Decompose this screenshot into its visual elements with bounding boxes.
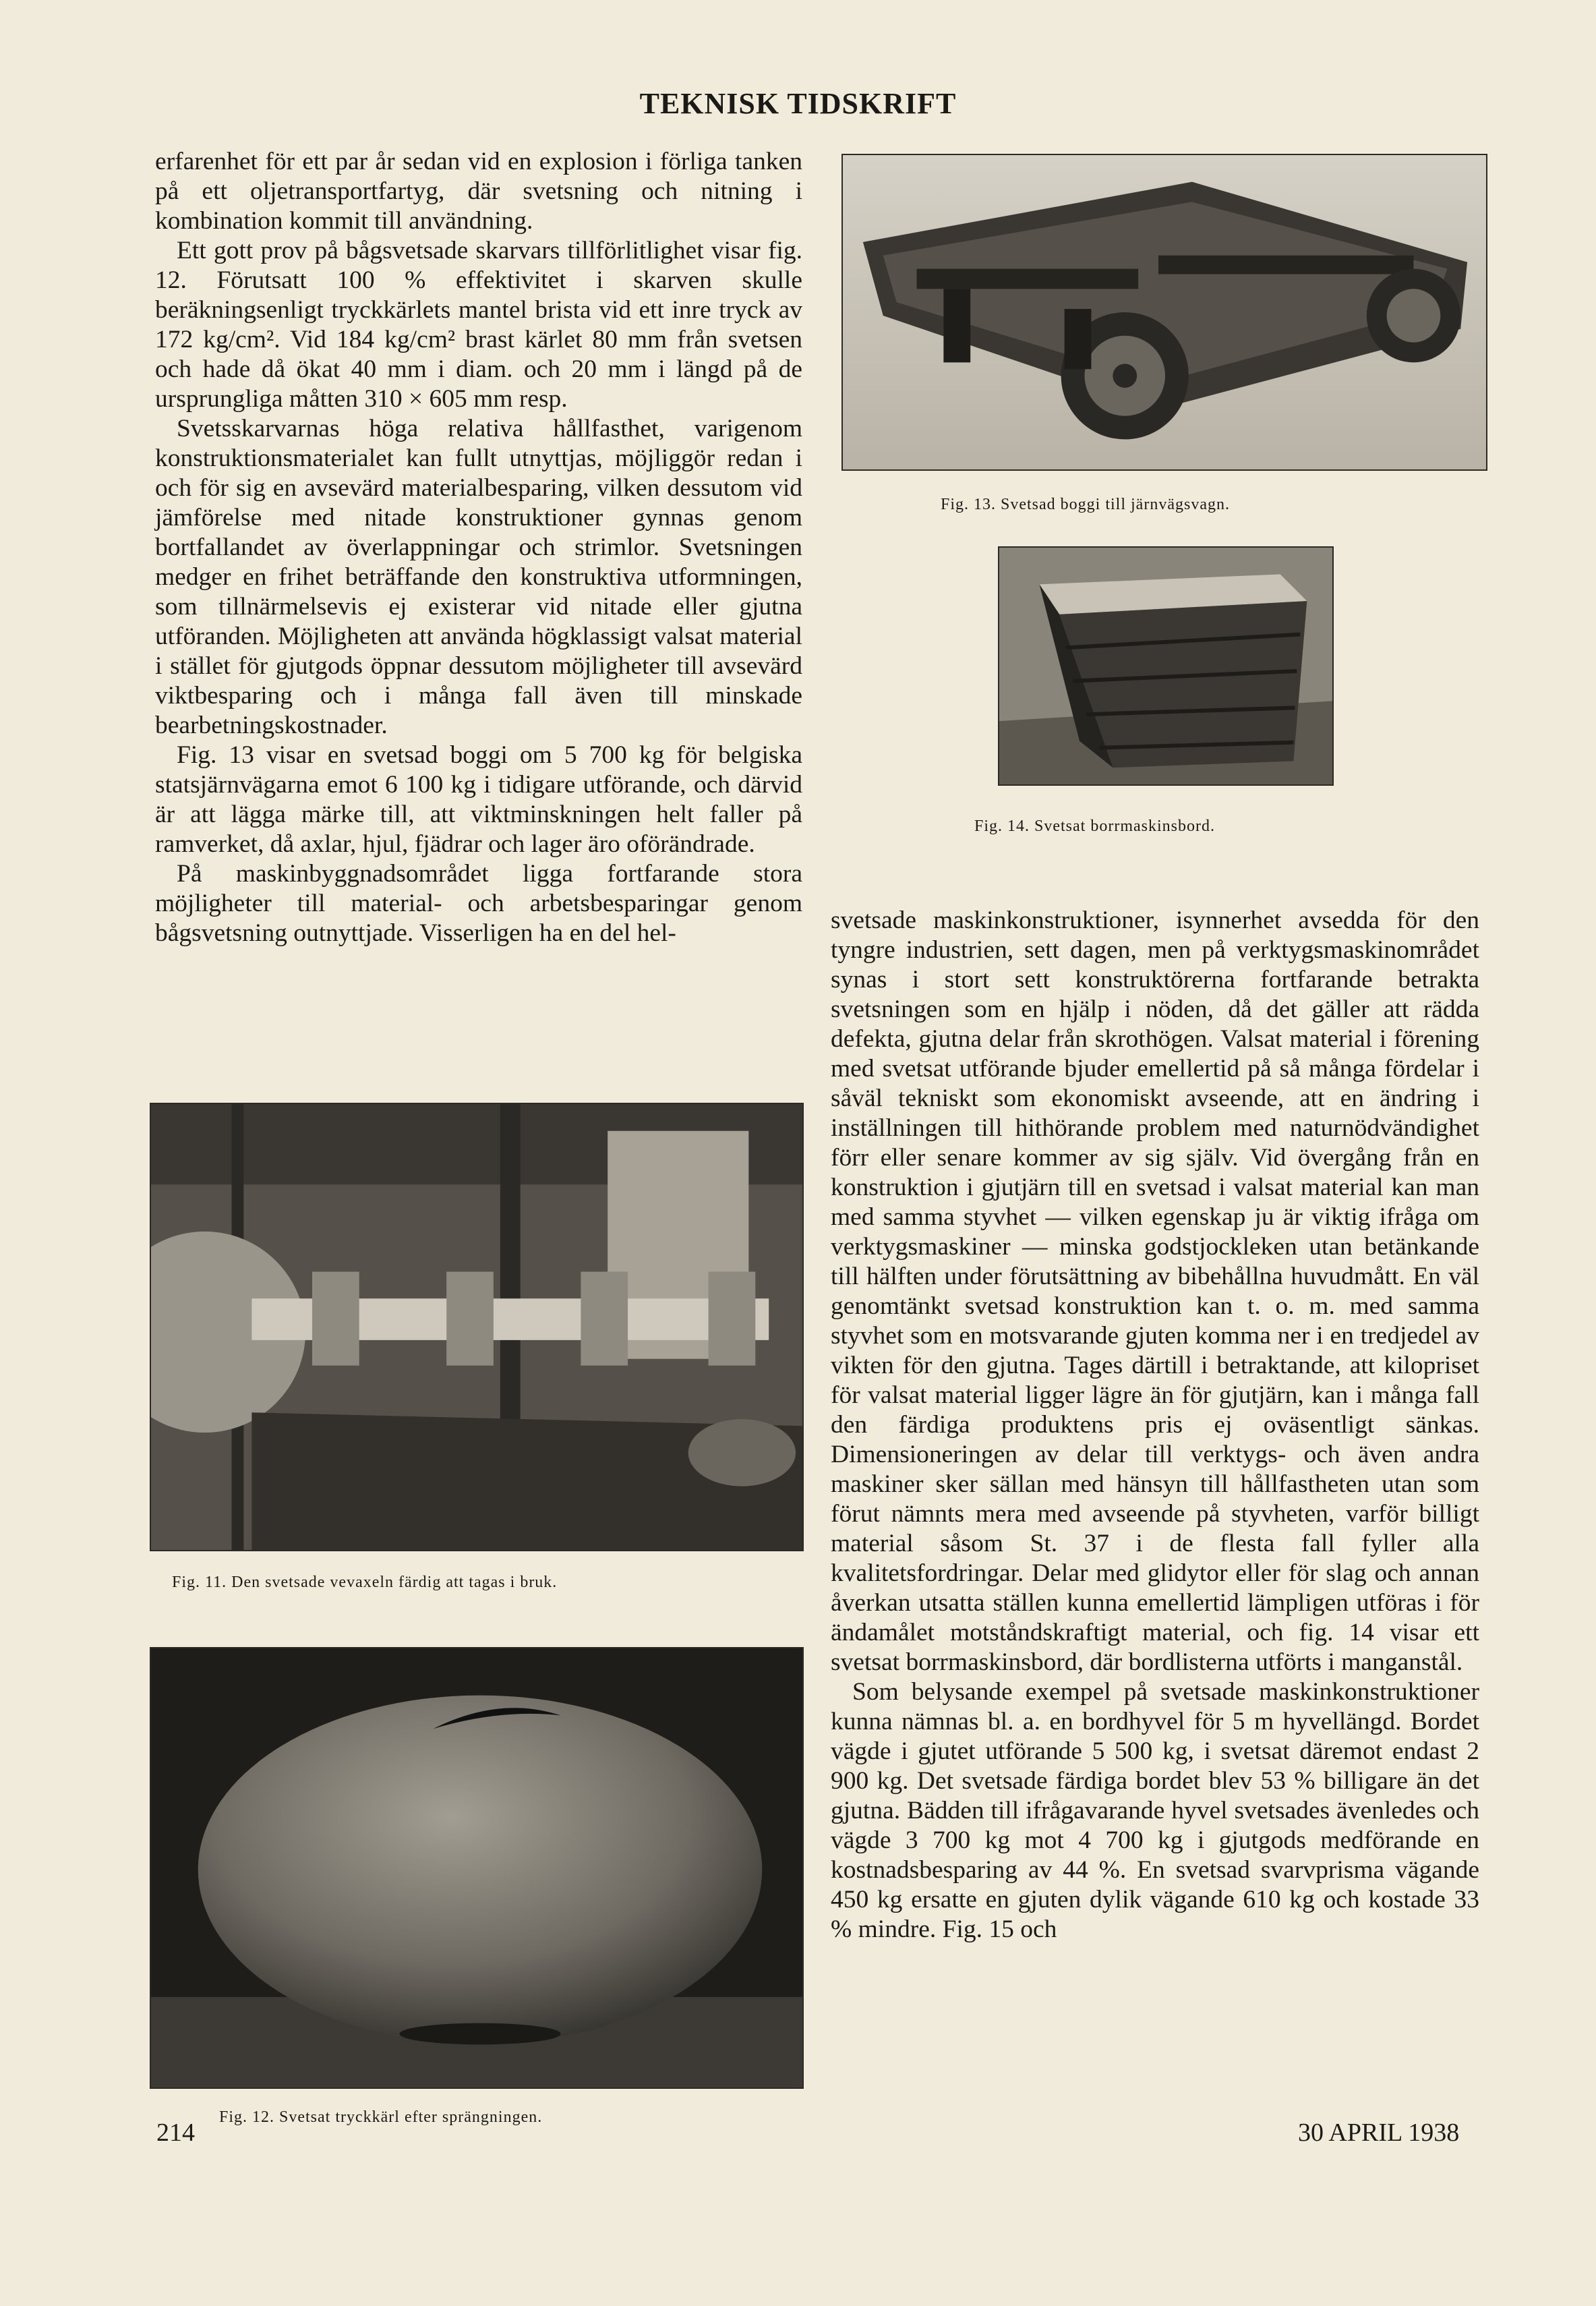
fig14-drill-table-photo — [998, 546, 1334, 786]
left-column-text — [155, 147, 802, 948]
fig11-crankshaft-photo — [150, 1103, 804, 1551]
fig12-pressure-vessel-photo — [150, 1647, 804, 2089]
fig11-caption: Fig. 11. Den svetsade vevaxeln färdig att tagas i bruk. — [172, 1574, 558, 1591]
paragraph: Fig. 13 visar en svetsad boggi om 5 700 kg för belgiska statsjärnvägarna emot 6 100 kg i tidigare utförande, och därvid är att lägga märke till, att viktminskningen helt faller på ramverket, då axlar, hjul, fjädrar och lager äro oförändrade. — [155, 741, 802, 858]
paragraph: På maskinbyggnadsområdet ligga fortfarande stora möjligheter till material- och arbetsbesparingar genom bågsvetsning outnyttjade. Visserligen ha en del hel- — [155, 860, 802, 947]
paragraph: Svetsskarvarnas höga relativa hållfasthet, varigenom konstruktionsmaterialet kan fullt utnyttjas, möjliggör redan i och för sig en avsevärd materialbesparing, vilken dessutom vid jämförelse med nitade konstruktioner gynnas genom bortfallandet av överlappningar och strimlor. Svetsningen medger en frihet beträffande den konstruktiva utformningen, som tillnärmelsevis ej existerar vid nitade eller gjutna utföranden. Möjligheten att använda högklassigt valsat material i stället för gjutgods öppnar dessutom möjligheter till avsevärd viktbesparing och i många fall även till minskade bearbetningskostnader. — [155, 415, 802, 739]
fig12-caption: Fig. 12. Svetsat tryckkärl efter sprängningen. — [219, 2108, 543, 2126]
page-number: 214 — [156, 2118, 195, 2147]
paragraph: Som belysande exempel på svetsade maskinkonstruktioner kunna nämnas bl. a. en bordhyvel för 5 m hyvellängd. Bordet vägde i gjutet utförande 5 500 kg, i svetsat däremot endast 2 900 kg. Det svetsade färdiga bordet blev 53 % billigare än det gjutna. Bädden till ifrågavarande hyvel svetsades ävenledes och vägde 3 700 kg mot 4 700 kg i gjutgods medförande en kostnadsbesparing av 44 %. En svetsad svarvprisma vägande 450 kg ersatte en gjuten dylik vägande 610 kg och kostade 33 % mindre. Fig. 15 och — [831, 1678, 1479, 1943]
paragraph: svetsade maskinkonstruktioner, isynnerhet avsedda för den tyngre industrien, sett dagen, men på verktygsmaskinområdet synas i stort sett konstruktörerna fortfarande betrakta svetsningen som en hjälp i nöden, då det gäller att rädda defekta, gjutna delar från skrothögen. Valsat material i förening med svetsat utförande bjuder emellertid på så många fördelar i såväl tekniskt som ekonomiskt avseende, att en ändring i inställningen till hithörande problem med naturnödvändighet förr eller senare kommer av sig själv. Vid övergång från en konstruktion i gjutjärn till en svetsad i valsat material kan man med samma styvhet — vilken egenskap ju är viktig ifråga om verktygsmaskiner — minska godstjockleken utan betänkande till hälften under förutsättning av bibehållna huvudmått. En väl genomtänkt svetsad konstruktion kan t. o. m. med samma styvhet som en motsvarande gjuten komma ner i en tredjedel av vikten för den gjutna. Tages därtill i betraktande, att kilopriset för valsat material ligger lägre än för gjutjärn, kan i många fall den färdiga produktens pris ej oväsentligt sänkas. Dimensioneringen av delar till verktygs- och även andra maskiner sker sällan med hänsyn till hållfastheten utan som förut nämnts mera med avseende på styvheten, varför billigt material såsom St. 37 i de flesta fall fyller alla kvalitetsfordringar. Delar med glidytor eller för slag och annan åverkan utsatta ställen kunna emellertid lämpligen utföras i för ändamålet motståndskraftigt material, och fig. 14 visar ett svetsat borrmaskinsbord, där bordlisterna utförts i manganstål. — [831, 906, 1479, 1676]
paragraph: Ett gott prov på bågsvetsade skarvars tillförlitlighet visar fig. 12. Förutsatt 100 % effektivitet i skarven skulle beräkningsenligt tryckkärlets mantel brista vid ett inre tryck av 172 kg/cm². Vid 184 kg/cm² brast kärlet 80 mm från svetsen och hade då ökat 40 mm i diam. och 20 mm i längd på de ursprungliga måtten 310 × 605 mm resp. — [155, 237, 802, 413]
fig13-bogie-photo — [841, 154, 1487, 471]
journal-title: TEKNISK TIDSKRIFT — [639, 87, 957, 120]
fig14-caption: Fig. 14. Svetsat borrmaskinsbord. — [974, 817, 1215, 835]
paragraph: erfarenhet för ett par år sedan vid en explosion i förliga tanken på ett oljetransportfartyg, där svetsning och nitning i kombination kommit till användning. — [155, 148, 802, 235]
right-column-text — [831, 906, 1479, 1944]
issue-date: 30 APRIL 1938 — [1298, 2118, 1460, 2147]
fig13-caption: Fig. 13. Svetsad boggi till järnvägsvagn. — [941, 496, 1230, 513]
